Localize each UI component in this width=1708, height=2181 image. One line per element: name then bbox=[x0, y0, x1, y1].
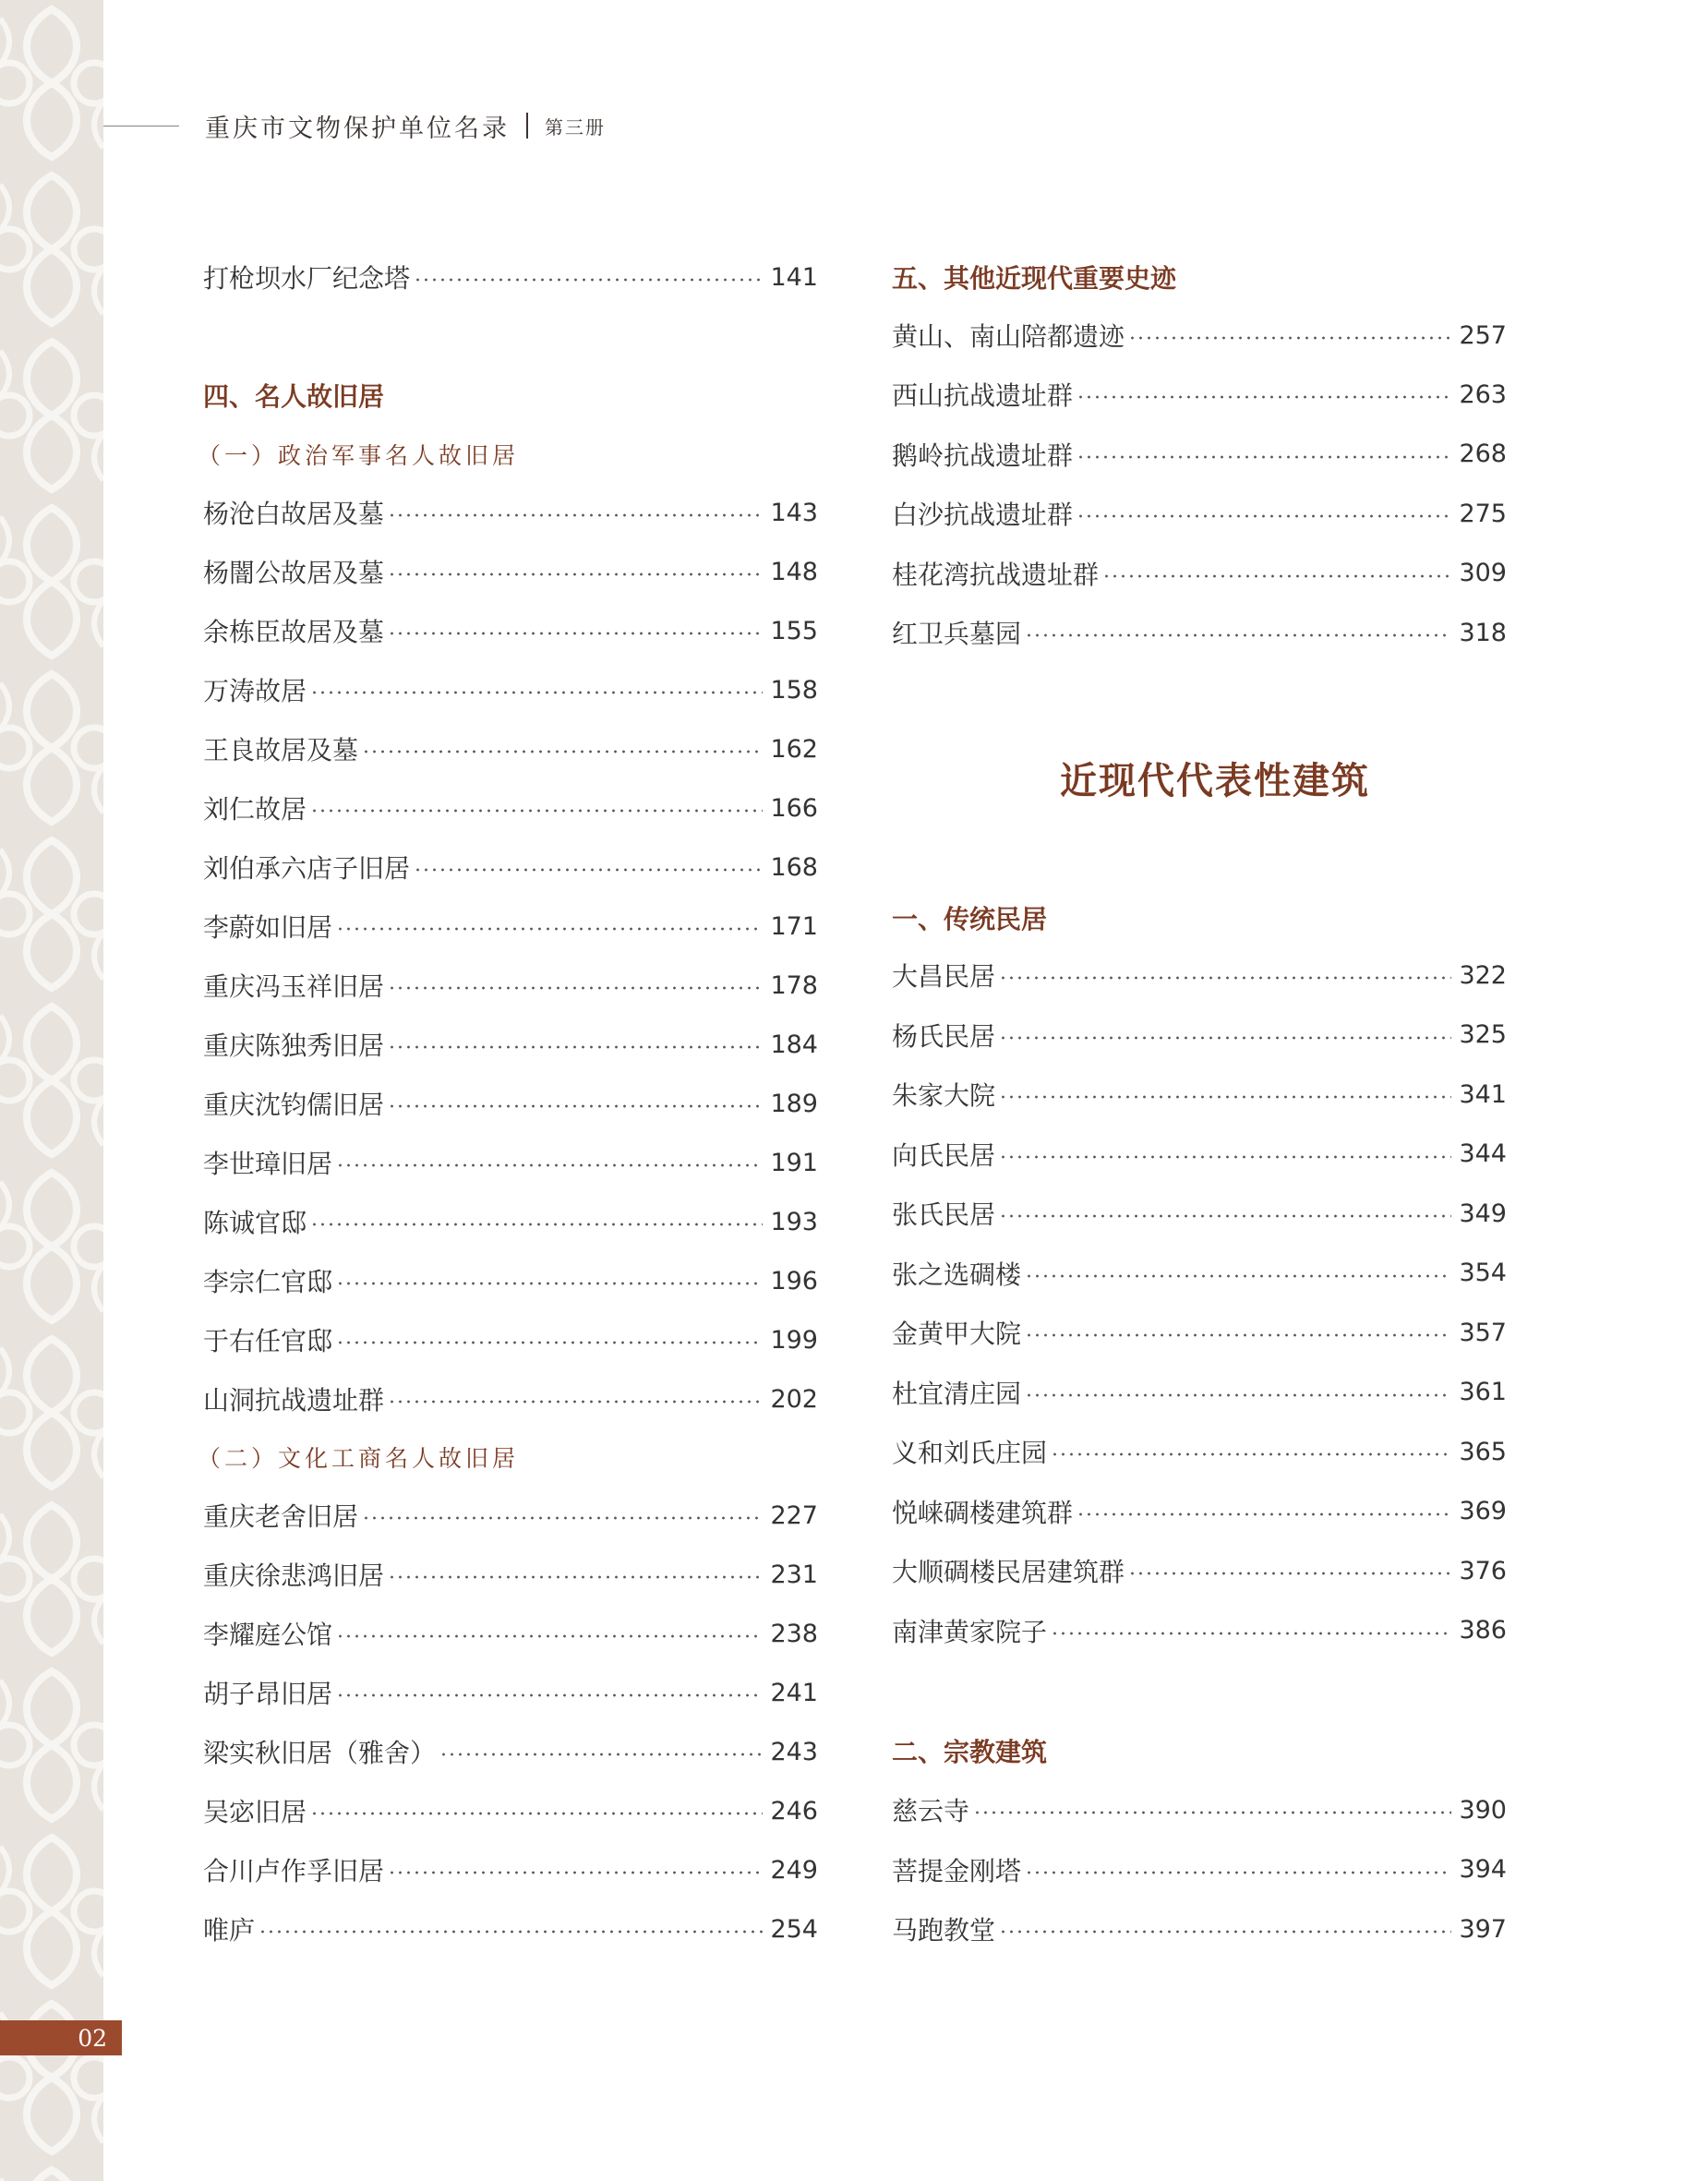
toc-entry-page: 268 bbox=[1459, 440, 1507, 469]
toc-entry-title: 义和刘氏庄园 bbox=[892, 1438, 1048, 1468]
toc-entry-page: 231 bbox=[770, 1560, 818, 1589]
toc-entry-page: 257 bbox=[1459, 320, 1507, 350]
dot-leader bbox=[1102, 574, 1451, 578]
toc-entry-title: 杨氏民居 bbox=[892, 1020, 996, 1052]
toc-entry-title: 杨闇公故居及墓 bbox=[203, 558, 385, 588]
toc-entry-page: 202 bbox=[770, 1384, 818, 1414]
toc-entry[interactable] bbox=[892, 555, 1507, 592]
toc-entry[interactable] bbox=[203, 1026, 818, 1063]
toc-entry-title: 向氏民居 bbox=[892, 1139, 996, 1171]
toc-entry[interactable] bbox=[892, 495, 1507, 532]
toc-entry-title: 于右任官邸 bbox=[203, 1326, 333, 1356]
header-separator bbox=[526, 113, 528, 139]
dot-leader bbox=[1128, 1572, 1451, 1575]
dot-leader bbox=[388, 1871, 763, 1874]
toc-entry-page: 249 bbox=[770, 1855, 818, 1885]
toc-entry[interactable] bbox=[203, 1262, 818, 1299]
toc-entry-page: 361 bbox=[1459, 1378, 1507, 1406]
toc-entry-title: 合川卢作孚旧居 bbox=[203, 1856, 385, 1886]
decorative-pattern-strip bbox=[0, 0, 103, 2181]
toc-entry-title: 重庆徐悲鸿旧居 bbox=[203, 1560, 385, 1591]
toc-entry-page: 143 bbox=[770, 498, 818, 527]
toc-entry[interactable] bbox=[892, 957, 1507, 994]
toc-entry-page: 162 bbox=[770, 734, 818, 764]
dot-leader bbox=[388, 1575, 763, 1579]
dot-leader bbox=[1025, 1393, 1451, 1397]
page-number: 02 bbox=[78, 2024, 107, 2052]
toc-entry-page: 322 bbox=[1459, 960, 1507, 990]
toc-entry[interactable] bbox=[203, 730, 818, 767]
toc-entry-title: 大昌民居 bbox=[892, 961, 996, 992]
toc-entry-title: 山洞抗战遗址群 bbox=[203, 1385, 385, 1416]
toc-entry[interactable] bbox=[892, 1612, 1507, 1649]
toc-entry[interactable] bbox=[892, 614, 1507, 651]
toc-entry-page: 254 bbox=[770, 1914, 818, 1944]
toc-entry[interactable] bbox=[203, 1321, 818, 1358]
toc-entry-title: 重庆沈钧儒旧居 bbox=[203, 1090, 385, 1120]
toc-entry[interactable] bbox=[203, 1792, 818, 1829]
toc-entry-title: 金黄甲大院 bbox=[892, 1319, 1022, 1349]
dot-leader bbox=[1077, 514, 1451, 518]
toc-entry-title: 朱家大院 bbox=[892, 1080, 996, 1111]
toc-entry-page: 397 bbox=[1459, 1914, 1507, 1944]
toc-entry[interactable] bbox=[203, 1085, 818, 1122]
toc-entry-title: 张氏民居 bbox=[892, 1199, 996, 1230]
dot-leader bbox=[388, 986, 763, 990]
dot-leader bbox=[1051, 1452, 1451, 1456]
dot-leader bbox=[388, 632, 763, 635]
toc-entry[interactable] bbox=[203, 1380, 818, 1417]
toc-entry-page: 191 bbox=[770, 1148, 818, 1177]
dot-leader bbox=[1025, 633, 1451, 637]
toc-entry-title: 吴宓旧居 bbox=[203, 1797, 307, 1827]
toc-entry[interactable] bbox=[203, 1851, 818, 1888]
dot-leader bbox=[414, 278, 763, 282]
toc-entry-title: 重庆陈独秀旧居 bbox=[203, 1030, 385, 1061]
toc-entry-title: 白沙抗战遗址群 bbox=[892, 500, 1074, 531]
toc-entry-title: 陈诚官邸 bbox=[203, 1208, 307, 1238]
toc-entry-title: 李耀庭公馆 bbox=[203, 1620, 333, 1650]
toc-entry-page: 241 bbox=[770, 1678, 818, 1707]
toc-entry-title: 杜宜清庄园 bbox=[892, 1378, 1022, 1409]
part-title: 近现代代表性建筑 bbox=[1060, 759, 1370, 802]
dot-leader bbox=[999, 1214, 1451, 1218]
toc-entry-page: 184 bbox=[770, 1030, 818, 1059]
dot-leader bbox=[1025, 1871, 1451, 1874]
toc-entry-title: 菩提金刚塔 bbox=[892, 1855, 1022, 1886]
toc-entry-page: 199 bbox=[770, 1325, 818, 1355]
toc-entry-page: 189 bbox=[770, 1089, 818, 1118]
dot-leader bbox=[999, 976, 1451, 980]
toc-entry-title: 梁实秋旧居（雅舍） bbox=[203, 1738, 437, 1768]
toc-entry[interactable] bbox=[203, 789, 818, 826]
dot-leader bbox=[1128, 336, 1451, 340]
toc-entry-title: 杨沧白故居及墓 bbox=[203, 499, 385, 529]
toc-entry-page: 168 bbox=[770, 852, 818, 882]
toc-entry[interactable] bbox=[203, 1203, 818, 1240]
toc-entry[interactable] bbox=[892, 1791, 1507, 1828]
dot-leader bbox=[388, 1400, 763, 1404]
toc-entry[interactable] bbox=[892, 1195, 1507, 1232]
toc-entry[interactable] bbox=[892, 1136, 1507, 1173]
toc-entry[interactable] bbox=[203, 849, 818, 886]
header-rule bbox=[103, 126, 179, 127]
dot-leader bbox=[336, 1341, 763, 1344]
ornament-pattern bbox=[0, 0, 103, 2181]
toc-entry[interactable] bbox=[892, 376, 1507, 413]
dot-leader bbox=[973, 1811, 1451, 1814]
toc-entry-title: 重庆冯玉祥旧居 bbox=[203, 971, 385, 1002]
dot-leader bbox=[310, 1812, 763, 1815]
subsection-heading: （二）文化工商名人故旧居 bbox=[198, 1445, 520, 1472]
toc-entry-page: 349 bbox=[1459, 1199, 1507, 1228]
toc-entry[interactable] bbox=[203, 553, 818, 590]
toc-entry[interactable] bbox=[892, 1851, 1507, 1888]
toc-entry-title: 西山抗战遗址群 bbox=[892, 380, 1074, 412]
toc-entry-title: 李世璋旧居 bbox=[203, 1149, 333, 1179]
toc-entry-page: 325 bbox=[1459, 1020, 1507, 1049]
header-volume: 第三册 bbox=[545, 115, 606, 139]
toc-entry[interactable] bbox=[203, 908, 818, 945]
toc-entry[interactable] bbox=[892, 317, 1507, 354]
dot-leader bbox=[1025, 1333, 1451, 1337]
dot-leader bbox=[388, 1045, 763, 1049]
toc-entry[interactable] bbox=[203, 1144, 818, 1181]
toc-entry-page: 369 bbox=[1459, 1497, 1507, 1525]
dot-leader bbox=[999, 1095, 1451, 1099]
toc-entry-page: 178 bbox=[770, 970, 818, 1000]
toc-entry[interactable] bbox=[892, 1017, 1507, 1054]
dot-leader bbox=[1077, 455, 1451, 459]
toc-entry[interactable] bbox=[892, 1374, 1507, 1411]
toc-entry[interactable] bbox=[892, 1910, 1507, 1947]
dot-leader bbox=[310, 691, 763, 694]
toc-entry-title: 胡子昂旧居 bbox=[203, 1679, 333, 1709]
dot-leader bbox=[439, 1753, 763, 1756]
toc-entry-title: 悦崃碉楼建筑群 bbox=[892, 1497, 1074, 1528]
toc-entry-page: 238 bbox=[770, 1619, 818, 1648]
toc-entry-title: 打枪坝水厂纪念塔 bbox=[203, 263, 411, 294]
dot-leader bbox=[388, 513, 763, 517]
dot-leader bbox=[999, 1155, 1451, 1159]
dot-leader bbox=[388, 572, 763, 576]
toc-entry-title: 桂花湾抗战遗址群 bbox=[892, 559, 1100, 590]
toc-entry-title: 黄山、南山陪都遗迹 bbox=[892, 321, 1125, 352]
dot-leader bbox=[999, 1036, 1451, 1040]
dot-leader bbox=[362, 750, 763, 753]
toc-entry[interactable] bbox=[203, 494, 818, 531]
toc-entry-title: 红卫兵墓园 bbox=[892, 619, 1022, 649]
toc-entry-title: 慈云寺 bbox=[892, 1796, 970, 1826]
subsection-heading: （一）政治军事名人故旧居 bbox=[198, 442, 520, 469]
toc-entry[interactable] bbox=[203, 671, 818, 708]
dot-leader bbox=[999, 1930, 1451, 1934]
toc-entry[interactable] bbox=[203, 1556, 818, 1593]
toc-entry-title: 余栋臣故居及墓 bbox=[203, 617, 385, 647]
toc-entry-title: 李蔚如旧居 bbox=[203, 912, 333, 943]
toc-entry[interactable] bbox=[203, 1733, 818, 1770]
toc-entry[interactable] bbox=[203, 967, 818, 1004]
toc-entry[interactable] bbox=[892, 1433, 1507, 1470]
toc-entry-page: 166 bbox=[770, 793, 818, 823]
dot-leader bbox=[1077, 1512, 1451, 1516]
dot-leader bbox=[1077, 395, 1451, 399]
dot-leader bbox=[336, 927, 763, 931]
toc-entry-page: 376 bbox=[1459, 1556, 1507, 1585]
toc-entry-title: 王良故居及墓 bbox=[203, 735, 359, 765]
header-book-title: 重庆市文物保护单位名录 bbox=[205, 114, 510, 143]
toc-entry-title: 重庆老舍旧居 bbox=[203, 1501, 359, 1532]
toc-entry[interactable] bbox=[892, 1552, 1507, 1589]
dot-leader bbox=[336, 1634, 763, 1638]
toc-entry-title: 张之选碉楼 bbox=[892, 1259, 1022, 1290]
toc-entry-title: 南津黄家院子 bbox=[892, 1616, 1048, 1647]
toc-entry-page: 341 bbox=[1459, 1079, 1507, 1109]
toc-entry-page: 227 bbox=[770, 1500, 818, 1530]
dot-leader bbox=[414, 868, 763, 872]
section-heading: 二、宗教建筑 bbox=[892, 1737, 1048, 1767]
toc-entry-page: 386 bbox=[1459, 1616, 1507, 1645]
toc-entry-page: 171 bbox=[770, 911, 818, 941]
dot-leader bbox=[310, 809, 763, 813]
toc-entry[interactable] bbox=[892, 436, 1507, 473]
dot-leader bbox=[310, 1223, 763, 1226]
toc-entry-title: 刘仁故居 bbox=[203, 794, 307, 825]
dot-leader bbox=[1051, 1632, 1451, 1635]
toc-entry-page: 357 bbox=[1459, 1318, 1507, 1347]
page-number-tab bbox=[0, 2020, 122, 2055]
dot-leader bbox=[336, 1693, 763, 1697]
toc-entry-title: 大顺碉楼民居建筑群 bbox=[892, 1557, 1125, 1587]
toc-entry[interactable] bbox=[892, 1255, 1507, 1292]
toc-entry-title: 万涛故居 bbox=[203, 676, 307, 706]
dot-leader bbox=[336, 1163, 763, 1167]
toc-entry-page: 193 bbox=[770, 1207, 818, 1236]
toc-entry-page: 158 bbox=[770, 675, 818, 705]
running-header bbox=[103, 107, 934, 144]
toc-entry-page: 309 bbox=[1459, 559, 1507, 588]
toc-entry-page: 390 bbox=[1459, 1795, 1507, 1825]
toc-entry-page: 318 bbox=[1459, 618, 1507, 647]
toc-entry-page: 365 bbox=[1459, 1437, 1507, 1466]
toc-entry-page: 246 bbox=[770, 1796, 818, 1826]
dot-leader bbox=[336, 1282, 763, 1285]
toc-entry-page: 275 bbox=[1459, 499, 1507, 528]
dot-leader bbox=[259, 1930, 763, 1934]
toc-entry[interactable] bbox=[892, 1493, 1507, 1530]
dot-leader bbox=[388, 1104, 763, 1108]
dot-leader bbox=[362, 1516, 763, 1520]
dot-leader bbox=[1025, 1274, 1451, 1278]
toc-entry[interactable] bbox=[892, 1314, 1507, 1351]
toc-entry-page: 344 bbox=[1459, 1139, 1507, 1168]
toc-entry[interactable] bbox=[203, 259, 818, 295]
toc-entry[interactable] bbox=[203, 612, 818, 649]
toc-entry-title: 刘伯承六店子旧居 bbox=[203, 853, 411, 884]
section-heading: 四、名人故旧居 bbox=[203, 381, 385, 412]
toc-entry-title: 李宗仁官邸 bbox=[203, 1267, 333, 1297]
toc-entry-page: 243 bbox=[770, 1737, 818, 1766]
toc-entry[interactable] bbox=[203, 1910, 818, 1947]
toc-entry-page: 196 bbox=[770, 1266, 818, 1295]
toc-entry[interactable] bbox=[203, 1674, 818, 1711]
toc-entry-title: 唯庐 bbox=[203, 1915, 256, 1946]
toc-entry-page: 155 bbox=[770, 616, 818, 645]
toc-entry-title: 马跑教堂 bbox=[892, 1915, 996, 1946]
toc-entry-title: 鹅岭抗战遗址群 bbox=[892, 440, 1074, 471]
toc-entry[interactable] bbox=[203, 1497, 818, 1534]
toc-entry-page: 354 bbox=[1459, 1259, 1507, 1287]
toc-entry-page: 263 bbox=[1459, 380, 1507, 409]
section-heading: 一、传统民居 bbox=[892, 904, 1048, 934]
toc-entry[interactable] bbox=[892, 1076, 1507, 1113]
toc-entry-page: 148 bbox=[770, 557, 818, 586]
toc-entry-page: 394 bbox=[1459, 1855, 1507, 1884]
section-heading: 五、其他近现代重要史迹 bbox=[892, 263, 1177, 294]
toc-entry-page: 141 bbox=[770, 262, 818, 292]
toc-entry[interactable] bbox=[203, 1615, 818, 1652]
